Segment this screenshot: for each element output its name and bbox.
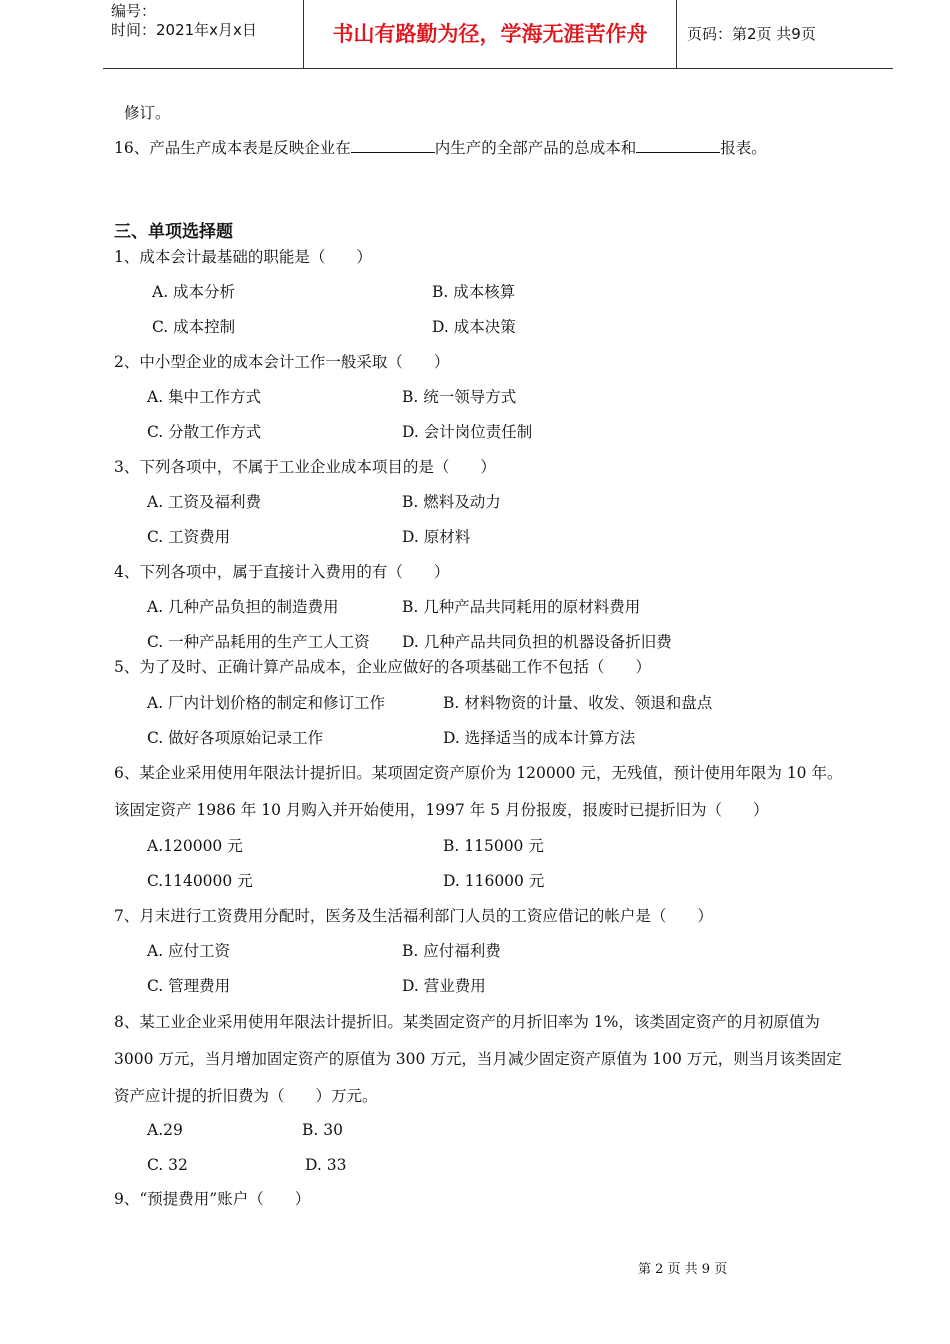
option-c: C. 管理费用 <box>147 977 231 995</box>
option-c: C. 成本控制 <box>152 318 236 336</box>
q16-suffix: 报表。 <box>720 139 767 157</box>
question-stem-line: 资产应计提的折旧费为（ ）万元。 <box>114 1087 378 1105</box>
option-a: A. 厂内计划价格的制定和修订工作 <box>147 694 386 712</box>
option-a: A.29 <box>147 1121 183 1139</box>
question-stem: 7、月末进行工资费用分配时，医务及生活福利部门人员的工资应借记的帐户是（ ） <box>114 907 713 925</box>
question-stem-line: 该固定资产 1986 年 10 月购入并开始使用，1997 年 5 月份报废，报废时已提折旧为（ ） <box>114 801 769 819</box>
question-stem: 3、下列各项中，不属于工业企业成本项目的是（ ） <box>114 458 496 476</box>
option-d: D. 33 <box>305 1156 347 1174</box>
question-stem: 1、成本会计最基础的职能是（ ） <box>114 248 372 266</box>
option-b: B. 统一领导方式 <box>402 388 517 406</box>
option-c: C. 工资费用 <box>147 528 231 546</box>
header-motto: 书山有路勤为径，学海无涯苦作舟 <box>303 0 677 68</box>
option-c: C. 分散工作方式 <box>147 423 262 441</box>
question-stem-line: 8、某工业企业采用使用年限法计提折旧。某类固定资产的月折旧率为 1%，该类固定资产的月初原值为 <box>114 1013 820 1031</box>
question-stem: 4、下列各项中，属于直接计入费用的有（ ） <box>114 563 450 581</box>
option-d: D. 成本决策 <box>432 318 516 336</box>
fill-blank <box>351 138 435 153</box>
option-b: B. 应付福利费 <box>402 942 501 960</box>
question-stem: 2、中小型企业的成本会计工作一般采取（ ） <box>114 353 450 371</box>
option-b: B. 115000 元 <box>443 837 544 855</box>
q16-middle: 内生产的全部产品的总成本和 <box>434 139 637 157</box>
option-b: B. 几种产品共同耗用的原材料费用 <box>402 598 641 616</box>
option-a: A. 工资及福利费 <box>147 493 262 511</box>
option-a: A. 几种产品负担的制造费用 <box>147 598 339 616</box>
q16-prefix: 16、产品生产成本表是反映企业在 <box>114 139 351 157</box>
option-d: D. 会计岗位责任制 <box>402 423 533 441</box>
option-a: A. 应付工资 <box>147 942 231 960</box>
question-stem: 9、“预提费用”账户（ ） <box>114 1190 311 1208</box>
fill-blank <box>636 138 720 153</box>
section-title: 三、单项选择题 <box>114 222 233 242</box>
option-d: D. 原材料 <box>402 528 471 546</box>
option-a: A. 成本分析 <box>152 283 236 301</box>
option-b: B. 30 <box>302 1121 343 1139</box>
continuation-text: 修订。 <box>124 104 171 122</box>
question-stem-line: 6、某企业采用使用年限法计提折旧。某项固定资产原价为 120000 元，无残值，预计使用年限为 10 年。 <box>114 764 843 782</box>
page-header <box>103 0 893 69</box>
option-d: D. 选择适当的成本计算方法 <box>443 729 636 747</box>
page-footer: 第 2 页 共 9 页 <box>638 1262 728 1277</box>
option-b: B. 材料物资的计量、收发、领退和盘点 <box>443 694 713 712</box>
document-time: 时间：2021年x月x日 <box>111 21 257 39</box>
option-a: A. 集中工作方式 <box>147 388 262 406</box>
question-stem-line: 3000 万元，当月增加固定资产的原值为 300 万元，当月减少固定资产原值为 100 万元，则当月该类固定 <box>114 1050 842 1068</box>
question-stem: 5、为了及时、正确计算产品成本，企业应做好的各项基础工作不包括（ ） <box>114 658 651 676</box>
option-d: D. 116000 元 <box>443 872 545 890</box>
document-number-label: 编号： <box>111 2 157 20</box>
question-16 <box>114 138 767 158</box>
header-meta <box>103 0 303 68</box>
option-b: B. 燃料及动力 <box>402 493 501 511</box>
option-d: D. 几种产品共同负担的机器设备折旧费 <box>402 633 672 651</box>
option-c: C. 32 <box>147 1156 188 1174</box>
option-c: C. 一种产品耗用的生产工人工资 <box>147 633 370 651</box>
option-a: A.120000 元 <box>147 837 243 855</box>
option-d: D. 营业费用 <box>402 977 486 995</box>
option-c: C. 做好各项原始记录工作 <box>147 729 324 747</box>
option-c: C.1140000 元 <box>147 872 253 890</box>
header-page-info: 页码：第2页 共9页 <box>687 25 816 43</box>
option-b: B. 成本核算 <box>432 283 516 301</box>
